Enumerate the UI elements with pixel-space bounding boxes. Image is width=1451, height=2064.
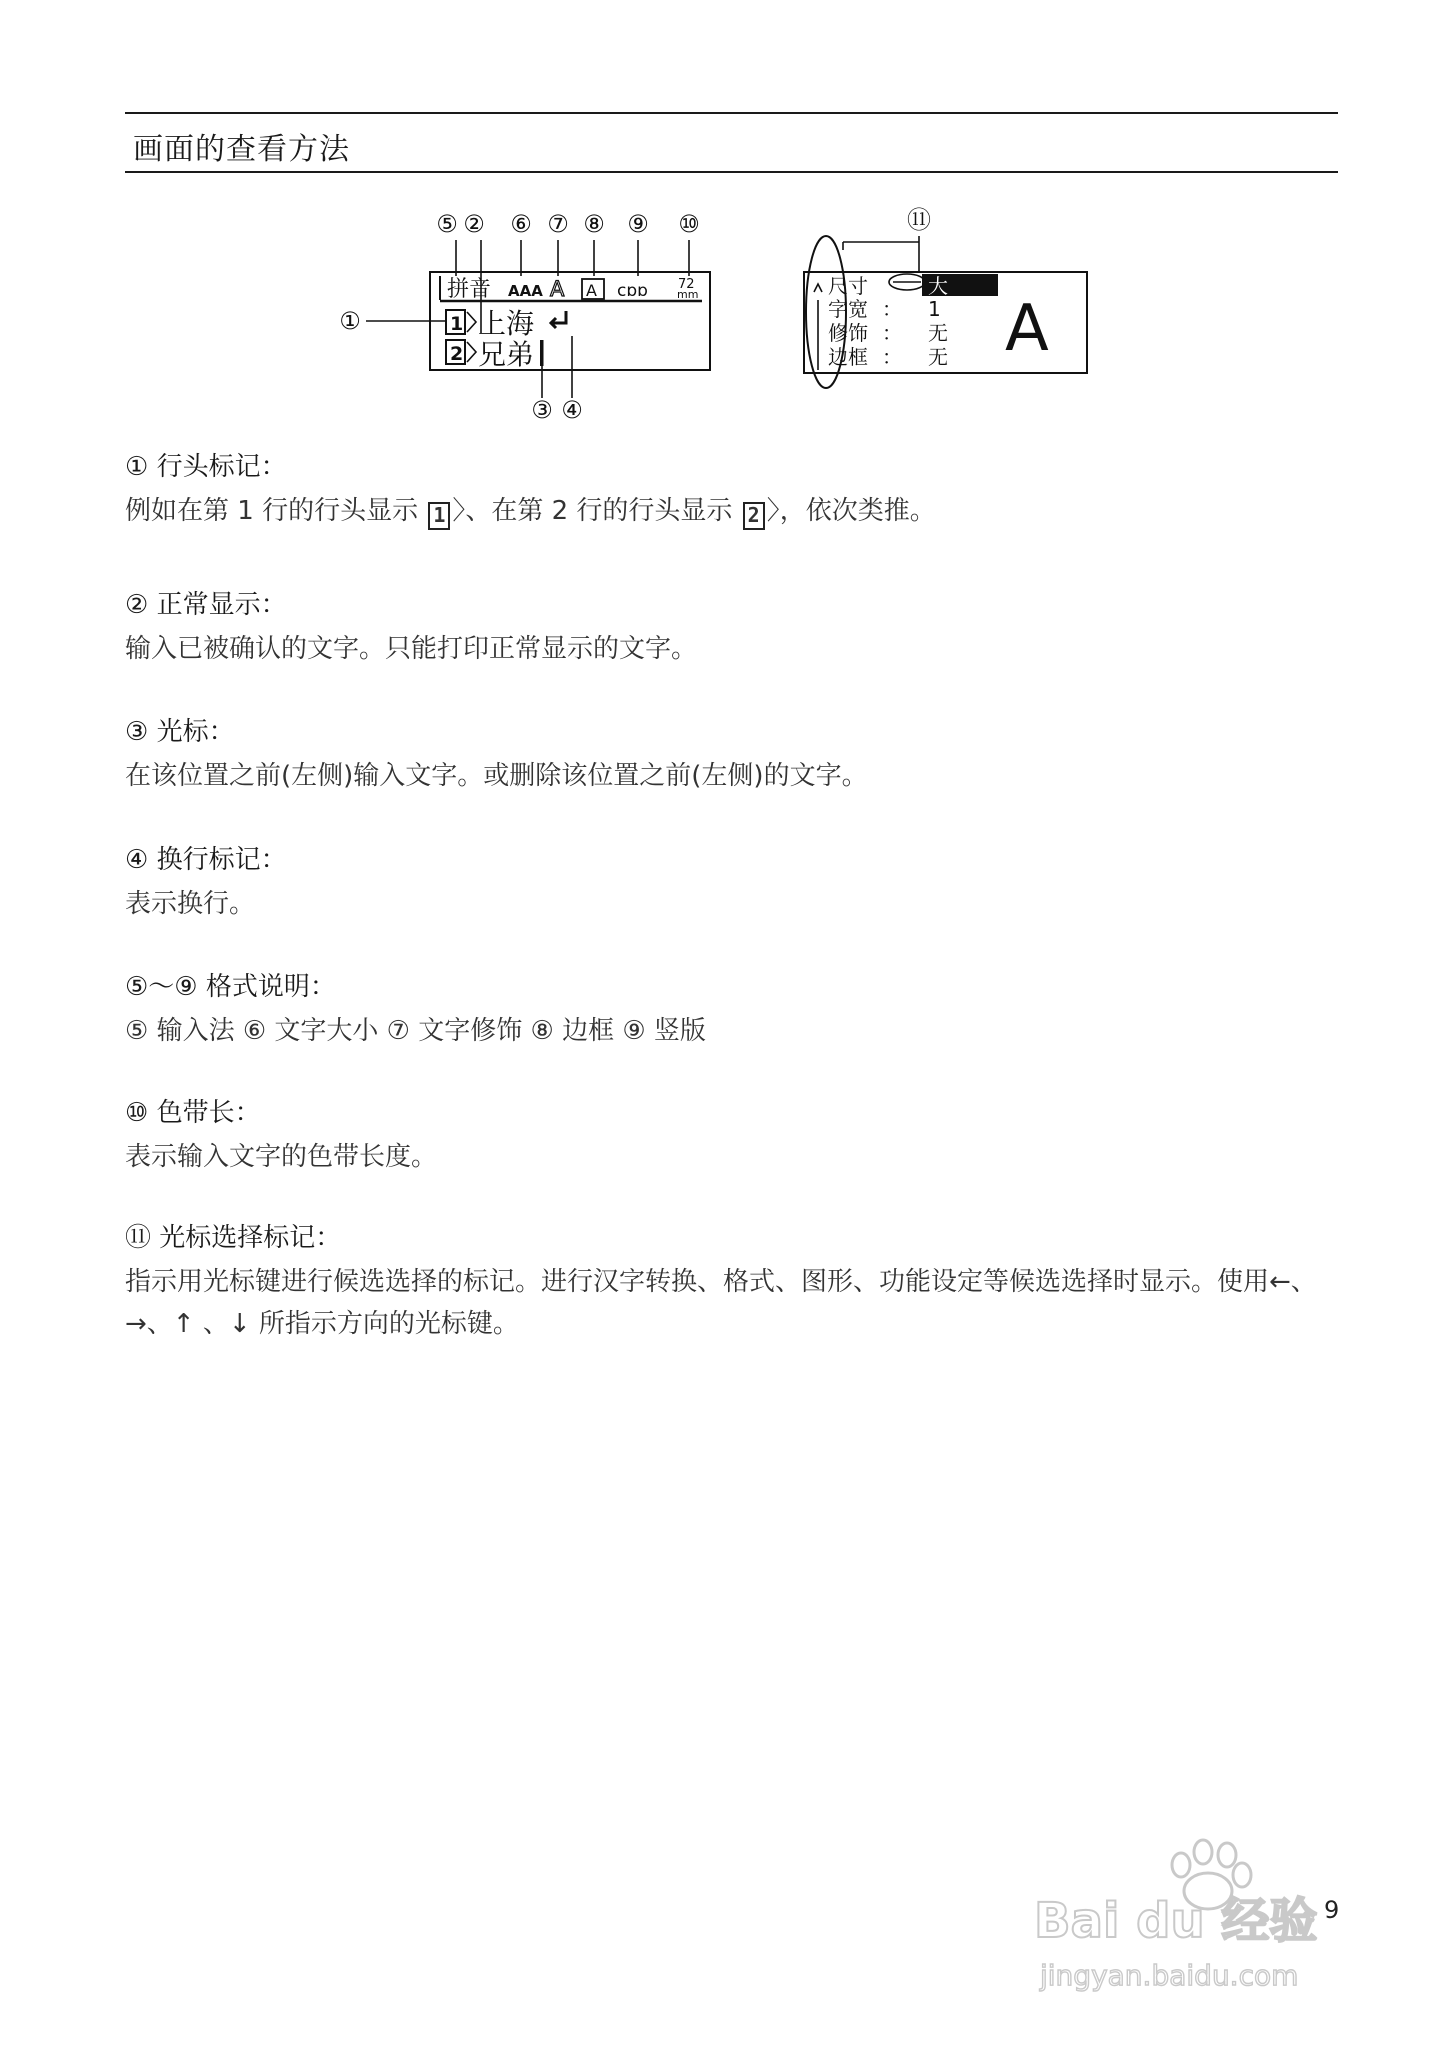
- page-heading: 画面的查看方法: [133, 132, 350, 167]
- status-ime: 拼音: [447, 277, 492, 302]
- section-title: ③ 光标：: [125, 717, 235, 747]
- callout-5: ⑤: [436, 210, 458, 238]
- section-normal-display: [125, 588, 1345, 670]
- setting-sep-frame: ：: [882, 345, 902, 369]
- section-body: 表示输入文字的色带长度。: [125, 1142, 438, 1172]
- setting-value-size: 大: [928, 274, 948, 298]
- setting-value-width: 1: [928, 297, 941, 321]
- lcd-figure: [0, 0, 1451, 450]
- section-title: ⑤～⑨ 格式说明：: [125, 972, 336, 1002]
- status-length-value: 72: [678, 277, 695, 292]
- cursor-bar: [540, 340, 544, 366]
- callout-3: ③: [531, 396, 553, 424]
- setting-value-decor: 无: [928, 321, 948, 345]
- preview-letter: A: [1005, 292, 1049, 366]
- setting-sep-decor: ：: [882, 321, 902, 345]
- page-number: 9: [1324, 1896, 1340, 1924]
- line-head-marker-1: 1: [428, 502, 450, 530]
- callout-1: ①: [339, 307, 361, 335]
- setting-label-size: 尺寸: [828, 274, 868, 298]
- section-body: 输入已被确认的文字。只能打印正常显示的文字。: [125, 634, 698, 664]
- section-title: ② 正常显示：: [125, 590, 287, 620]
- status-decor-icon: A: [550, 277, 565, 301]
- section-title: ⑪ 光标选择标记：: [125, 1223, 342, 1253]
- setting-label-decor: 修饰: [828, 321, 868, 345]
- status-frame-icon: A: [586, 281, 597, 300]
- section-selection-mark: [125, 1221, 1345, 1345]
- setting-label-frame: 边框: [828, 345, 868, 369]
- status-size-icon: AAA: [508, 282, 543, 300]
- status-vertical-icon: cɒɒ: [617, 281, 648, 301]
- lcd-line1-number: 1: [450, 313, 464, 335]
- line-break-mark: [551, 311, 566, 328]
- callout-6: ⑥: [510, 210, 532, 238]
- section-title: ④ 换行标记：: [125, 845, 287, 875]
- section-format: [125, 970, 1345, 1052]
- line-head-marker-2: 2: [743, 502, 765, 530]
- callout-10: ⑩: [678, 210, 700, 238]
- setting-sep-width: ：: [882, 297, 902, 321]
- watermark-brand: Bai du 经验: [1034, 1893, 1318, 1949]
- section-body: 表示换行。: [125, 889, 256, 919]
- section-cursor: [125, 715, 1345, 797]
- lcd-line2-text: 兄弟: [478, 338, 535, 371]
- section-title: ① 行头标记：: [125, 452, 287, 482]
- callout-11: ⑪: [907, 206, 931, 234]
- section-line-head-marker: [125, 450, 1345, 532]
- callout-2: ②: [463, 210, 485, 238]
- section-body: 在该位置之前(左侧)输入文字。或删除该位置之前(左侧)的文字。: [125, 761, 868, 791]
- callout-9: ⑨: [627, 210, 649, 238]
- lcd-line2-number: 2: [450, 343, 464, 365]
- status-length-unit: mm: [677, 288, 699, 301]
- lcd-line1-text: 上海: [478, 307, 535, 340]
- section-body: ⑤ 输入法 ⑥ 文字大小 ⑦ 文字修饰 ⑧ 边框 ⑨ 竖版: [125, 1016, 706, 1046]
- setting-label-width: 字宽: [828, 297, 868, 321]
- callout-7: ⑦: [547, 210, 569, 238]
- section-tape-length: [125, 1096, 1345, 1178]
- section-line-break: [125, 843, 1345, 925]
- setting-value-frame: 无: [928, 345, 948, 369]
- section-body: 例如在第 1 行的行头显示 1 〉、在第 2 行的行头显示 2 〉，依次类推。: [125, 490, 1345, 532]
- callout-8: ⑧: [583, 210, 605, 238]
- watermark-url: jingyan.baidu.com: [1040, 1959, 1299, 1992]
- callout-4: ④: [561, 396, 583, 424]
- section-title: ⑩ 色带长：: [125, 1098, 261, 1128]
- section-body: 指示用光标键进行候选选择的标记。进行汉字转换、格式、图形、功能设定等候选选择时显示。使用←、→、↑ 、↓ 所指示方向的光标键。: [125, 1267, 1317, 1339]
